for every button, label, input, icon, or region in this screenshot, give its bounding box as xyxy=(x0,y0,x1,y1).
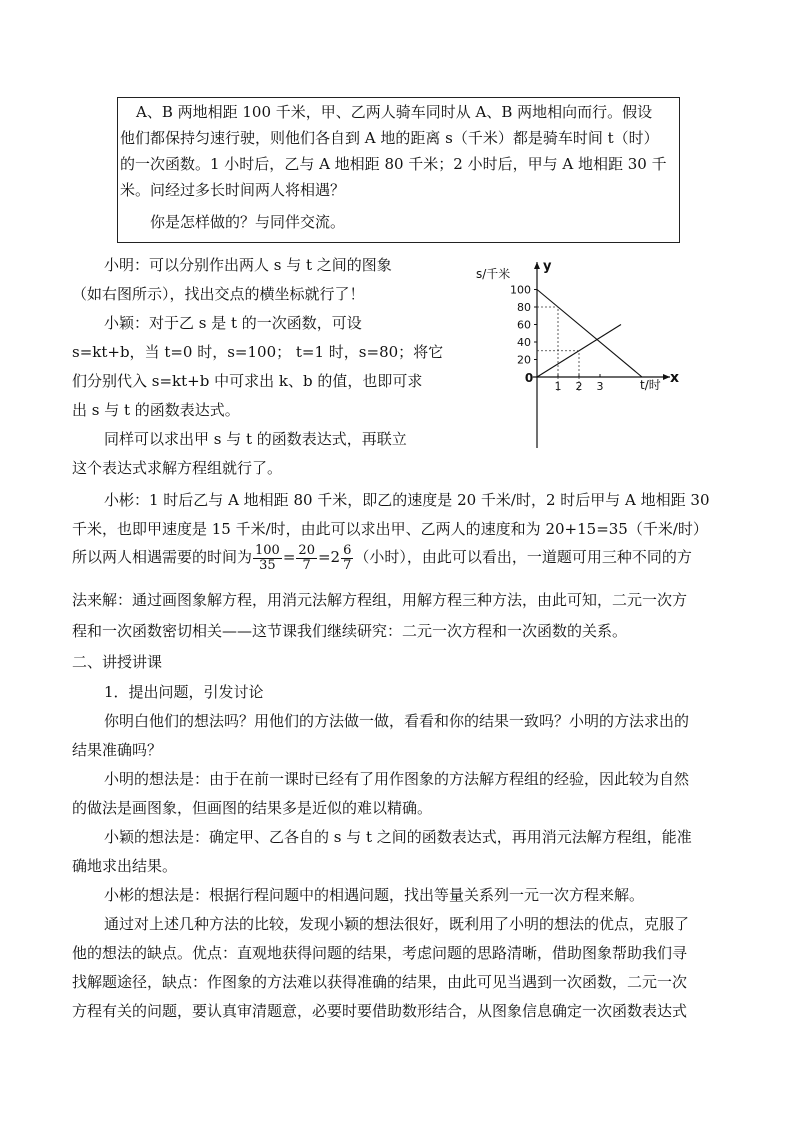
ying-line-2: s=kt+b，当 t=0 时，s=100； t=1 时，s=80；将它 xyxy=(72,343,444,361)
subsection-heading: 1．提出问题，引发讨论 xyxy=(104,683,264,701)
series-line-1 xyxy=(537,290,642,378)
problem-line-1: A、B 两地相距 100 千米，甲、乙两人骑车同时从 A、B 两地相向而行。假设 xyxy=(136,103,653,121)
bin-cont-1: 法来解：通过画图象解方程，用消元法解方程组，用解方程三种方法，由此可知，二元一次方 xyxy=(72,591,688,609)
problem-line-4: 米。问经过多长时间两人将相遇？ xyxy=(120,181,346,199)
same-line-2: 这个表达式求解方程组就行了。 xyxy=(72,459,283,477)
fraction-6-7: $\frac{6}{7}$ xyxy=(343,542,352,573)
y-tick-label: 20 xyxy=(517,353,531,367)
idea-ming-1: 小明的想法是：由于在前一课时已经有了用作图象的方法解方程组的经验，因此较为自然 xyxy=(104,770,690,788)
x-axis-label: t/时 xyxy=(640,378,661,392)
x-tick-label: 1 xyxy=(554,380,562,393)
bin-line-2: 千米，也即甲速度是 15 千米/时，由此可以求出甲、乙两人的速度和为 20+15=35（千米/时） xyxy=(72,520,708,538)
fraction-100-35: $\frac{100}{35}$ xyxy=(255,542,280,573)
ming-line-2: （如右图所示），找出交点的横坐标就行了！ xyxy=(72,285,365,303)
problem-line-5: 你是怎样做的？与同伴交流。 xyxy=(150,213,346,231)
summary-line-1: 通过对上述几种方法的比较，发现小颖的想法很好，既利用了小明的想法的优点，克服了 xyxy=(104,915,690,933)
problem-line-3: 的一次函数。1 小时后，乙与 A 地相距 80 千米；2 小时后，甲与 A 地相距 30 千 xyxy=(120,155,667,173)
y-tick-label: 80 xyxy=(517,301,531,314)
idea-ming-2: 的做法是画图象，但画图的结果多是近似的难以精确。 xyxy=(72,799,433,817)
idea-bin: 小彬的想法是：根据行程问题中的相遇问题，找出等量关系列一元一次方程来解。 xyxy=(104,886,645,904)
section-heading: 二、讲授讲课 xyxy=(72,653,163,671)
x-tick-label: 3 xyxy=(596,380,604,393)
mixed-whole: =2 xyxy=(317,548,341,566)
distance-time-graph xyxy=(470,250,690,450)
question-line-1: 你明白他们的想法吗？用他们的方法做一做，看看和你的结果一致吗？小明的方法求出的 xyxy=(104,712,690,730)
bin-line-1: 小彬：1 时后乙与 A 地相距 80 千米，即乙的速度是 20 千米/时，2 时后甲与 A 地相距 30 xyxy=(104,491,710,509)
summary-line-3: 找解题途径，缺点：作图象的方法难以获得准确的结果，由此可见当遇到一次函数，二元一次 xyxy=(72,973,688,991)
question-line-2: 结果准确吗？ xyxy=(72,741,163,759)
x-axis-arrow xyxy=(663,374,670,380)
idea-ying-1: 小颖的想法是：确定甲、乙各自的 s 与 t 之间的函数表达式，再用消元法解方程组，能准 xyxy=(104,828,692,846)
y-axis-letter: y xyxy=(543,259,552,274)
problem-line-2: 他们都保持匀速行驶，则他们各自到 A 地的距离 s（千米）都是骑车时间 t（时） xyxy=(120,129,659,147)
equals-sign: = xyxy=(282,548,296,566)
y-axis-arrow xyxy=(534,262,540,269)
bin-cont-2: 程和一次函数密切相关——这节课我们继续研究：二元一次方程和一次函数的关系。 xyxy=(72,622,628,640)
x-axis-letter: x xyxy=(670,370,680,386)
ying-line-3: 们分别代入 s=kt+b 中可求出 k、b 的值，也即可求 xyxy=(72,372,423,390)
y-tick-label: 100 xyxy=(510,283,531,297)
ying-line-4: 出 s 与 t 的函数表达式。 xyxy=(72,401,240,419)
formula-suffix: （小时），由此可以看出，一道题可用三种不同的方 xyxy=(354,548,692,566)
y-axis-label: s/千米 xyxy=(476,267,511,281)
bin-formula-line xyxy=(72,542,692,573)
formula-prefix: 所以两人相遇需要的时间为 xyxy=(72,548,253,566)
ming-line-1: 小明：可以分别作出两人 s 与 t 之间的图象 xyxy=(104,256,392,274)
x-tick-label: 2 xyxy=(575,380,583,393)
fraction-20-7: $\frac{20}{7}$ xyxy=(298,542,315,573)
summary-line-2: 他的想法的缺点。优点：直观地获得问题的结果，考虑问题的思路清晰，借助图象帮助我们寻 xyxy=(72,944,688,962)
origin-label: 0 xyxy=(524,371,534,385)
ying-line-1: 小颖：对于乙 s 是 t 的一次函数，可设 xyxy=(104,314,362,332)
y-tick-label: 40 xyxy=(517,336,531,349)
y-tick-label: 60 xyxy=(517,318,531,332)
same-line-1: 同样可以求出甲 s 与 t 的函数表达式，再联立 xyxy=(104,430,407,448)
summary-line-4: 方程有关的问题，要认真审清题意，必要时要借助数形结合，从图象信息确定一次函数表达式 xyxy=(72,1002,688,1020)
idea-ying-2: 确地求出结果。 xyxy=(72,857,178,875)
